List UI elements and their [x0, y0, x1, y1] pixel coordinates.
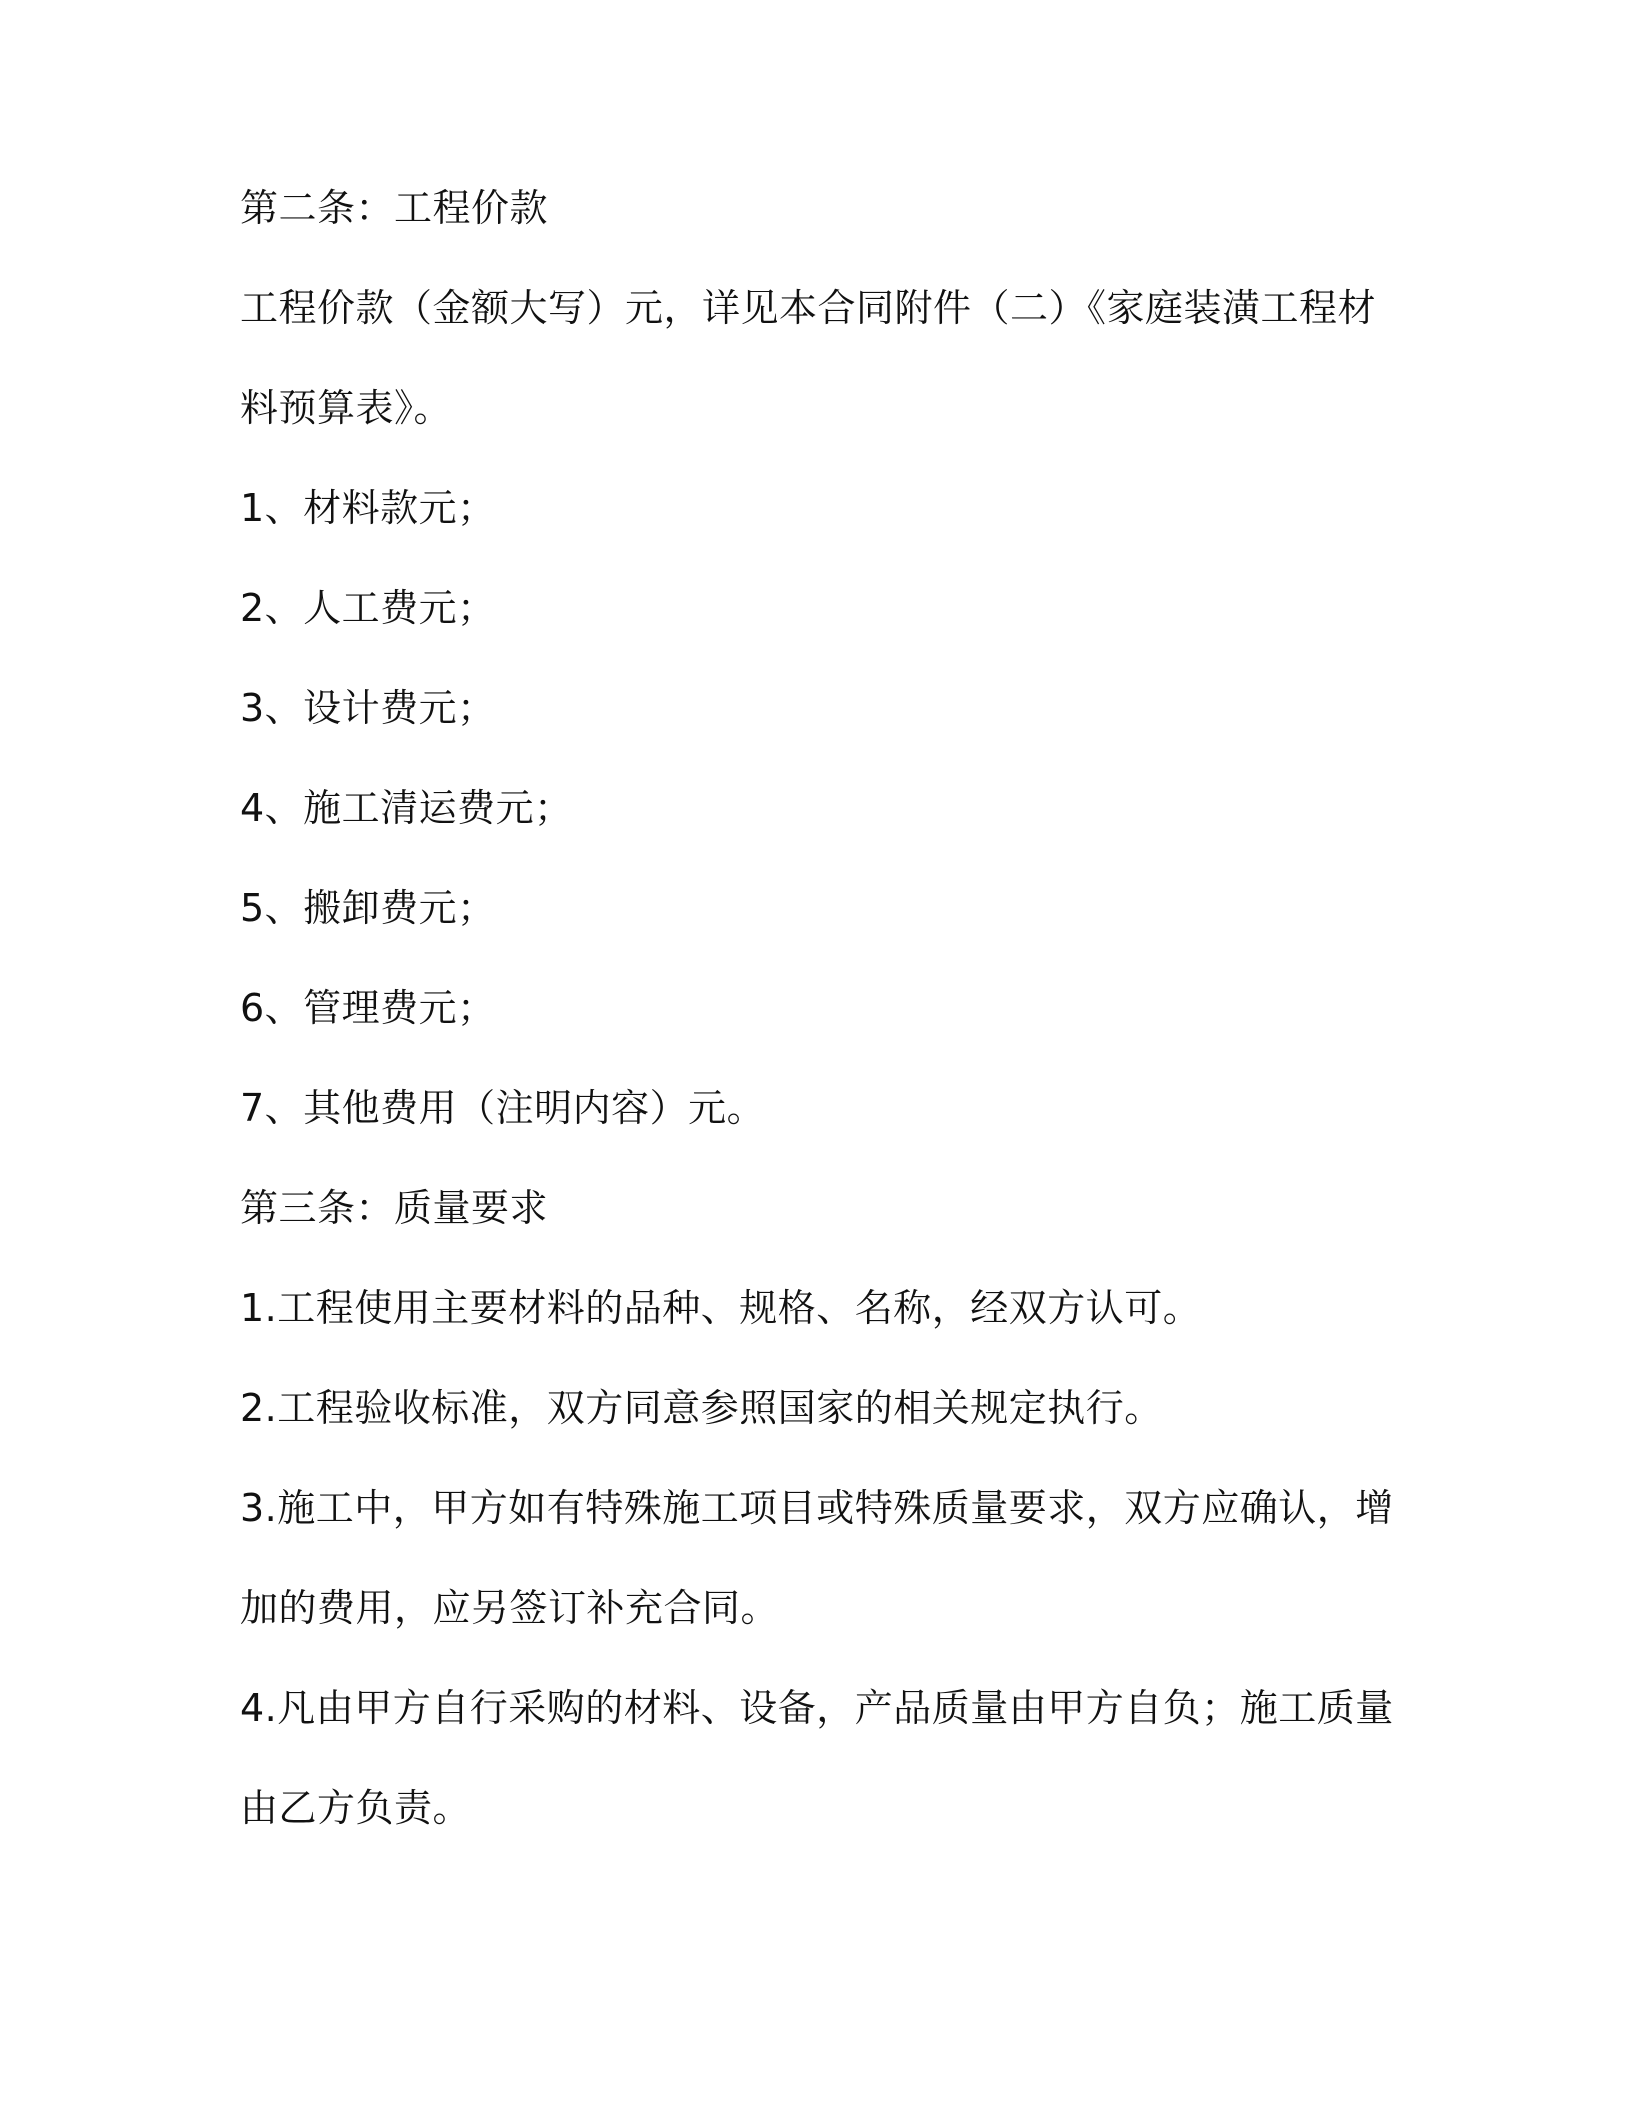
paragraph-line: 3.施工中，甲方如有特殊施工项目或特殊质量要求，双方应确认，增: [240, 1486, 1394, 1530]
list-item: 2、人工费元；: [240, 586, 496, 630]
section-heading-article-3: 第三条：质量要求: [240, 1186, 549, 1230]
list-item: 7、其他费用（注明内容）元。: [240, 1086, 766, 1130]
paragraph-line: 料预算表》。: [240, 386, 453, 430]
paragraph-line: 加的费用，应另签订补充合同。: [240, 1586, 780, 1630]
paragraph-line: 1.工程使用主要材料的品种、规格、名称，经双方认可。: [240, 1286, 1202, 1330]
list-item: 5、搬卸费元；: [240, 886, 496, 930]
list-item: 3、设计费元；: [240, 686, 496, 730]
list-item: 1、材料款元；: [240, 486, 496, 530]
paragraph-line: 工程价款（金额大写）元，详见本合同附件（二）《家庭装潢工程材: [240, 286, 1377, 330]
section-heading-article-2: 第二条：工程价款: [240, 186, 549, 230]
paragraph-line: 由乙方负责。: [240, 1786, 472, 1830]
paragraph-line: 4.凡由甲方自行采购的材料、设备，产品质量由甲方自负；施工质量: [240, 1686, 1394, 1730]
paragraph-line: 2.工程验收标准，双方同意参照国家的相关规定执行。: [240, 1386, 1163, 1430]
list-item: 4、施工清运费元；: [240, 786, 573, 830]
document-page: [240, 183, 1400, 1883]
list-item: 6、管理费元；: [240, 986, 496, 1030]
